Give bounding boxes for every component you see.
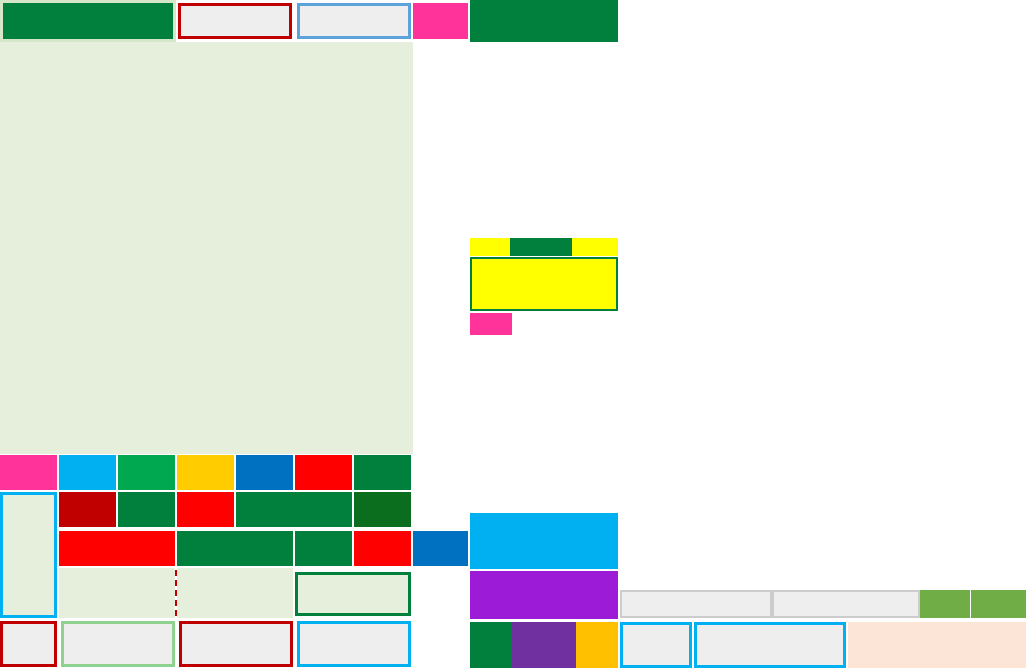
footer-pink-panel (848, 622, 1026, 668)
dash-button-blue[interactable] (413, 531, 468, 566)
count-box-6 (295, 455, 352, 490)
count-box-ratio (177, 455, 234, 490)
clear-button[interactable] (179, 621, 293, 667)
min-index-currency-2 (120, 594, 170, 614)
man-send-button[interactable] (178, 3, 292, 39)
auto-reset-market-button[interactable] (620, 590, 772, 618)
count-box-3 (118, 455, 175, 490)
count-box-5 (236, 455, 293, 490)
minus-total (971, 590, 1026, 618)
auto-reset-15m-button[interactable] (694, 622, 846, 668)
reset-button[interactable] (620, 622, 692, 668)
selected-pair (236, 492, 352, 527)
min-index-currency-1 (120, 570, 170, 590)
xauusd-symbol[interactable] (512, 622, 576, 668)
max-index-label (177, 531, 293, 566)
percent-display (470, 238, 510, 256)
count-24-display (510, 238, 572, 256)
side-value-200 (420, 462, 464, 478)
min-index-value-1 (70, 570, 106, 590)
max-index-value-1 (185, 570, 225, 590)
base-currency (118, 492, 175, 527)
clock-display (470, 0, 618, 42)
reset-index-title (470, 44, 618, 64)
pair-matrix (0, 42, 413, 454)
min-index-label (59, 531, 175, 566)
dash-button-red[interactable] (354, 531, 411, 566)
exit-button[interactable] (61, 621, 175, 667)
trend-value (470, 571, 618, 619)
scalping-button[interactable] (297, 621, 411, 667)
count-box-7 (354, 455, 411, 490)
count-box-1 (0, 455, 57, 490)
min-index-value-2 (70, 594, 106, 614)
trend-index-title (512, 313, 618, 335)
count-box-2 (59, 455, 116, 490)
sell-status (470, 622, 512, 668)
max-index-currency-1 (240, 570, 290, 590)
trend-label (470, 513, 618, 569)
sell-button[interactable] (295, 531, 352, 566)
menu-button[interactable] (297, 3, 411, 39)
auto-send-button[interactable] (295, 572, 411, 616)
lot-100 (576, 622, 618, 668)
buy-signal-button[interactable] (354, 492, 411, 527)
counter-badge (413, 3, 468, 39)
buy-button[interactable] (59, 492, 116, 527)
side-value-9 (420, 596, 464, 612)
pro-button[interactable] (0, 621, 57, 667)
matrix-button[interactable] (0, 492, 57, 618)
max-index-value-2 (185, 594, 225, 614)
big-timer (470, 257, 618, 311)
plus-total (920, 590, 970, 618)
max-index-currency-2 (240, 594, 290, 614)
reset-index-level-button[interactable] (0, 0, 176, 42)
time-843-display (572, 238, 618, 256)
quote-currency (177, 492, 234, 527)
fill-percent-label (470, 313, 512, 335)
reset-market-button[interactable] (772, 590, 920, 618)
